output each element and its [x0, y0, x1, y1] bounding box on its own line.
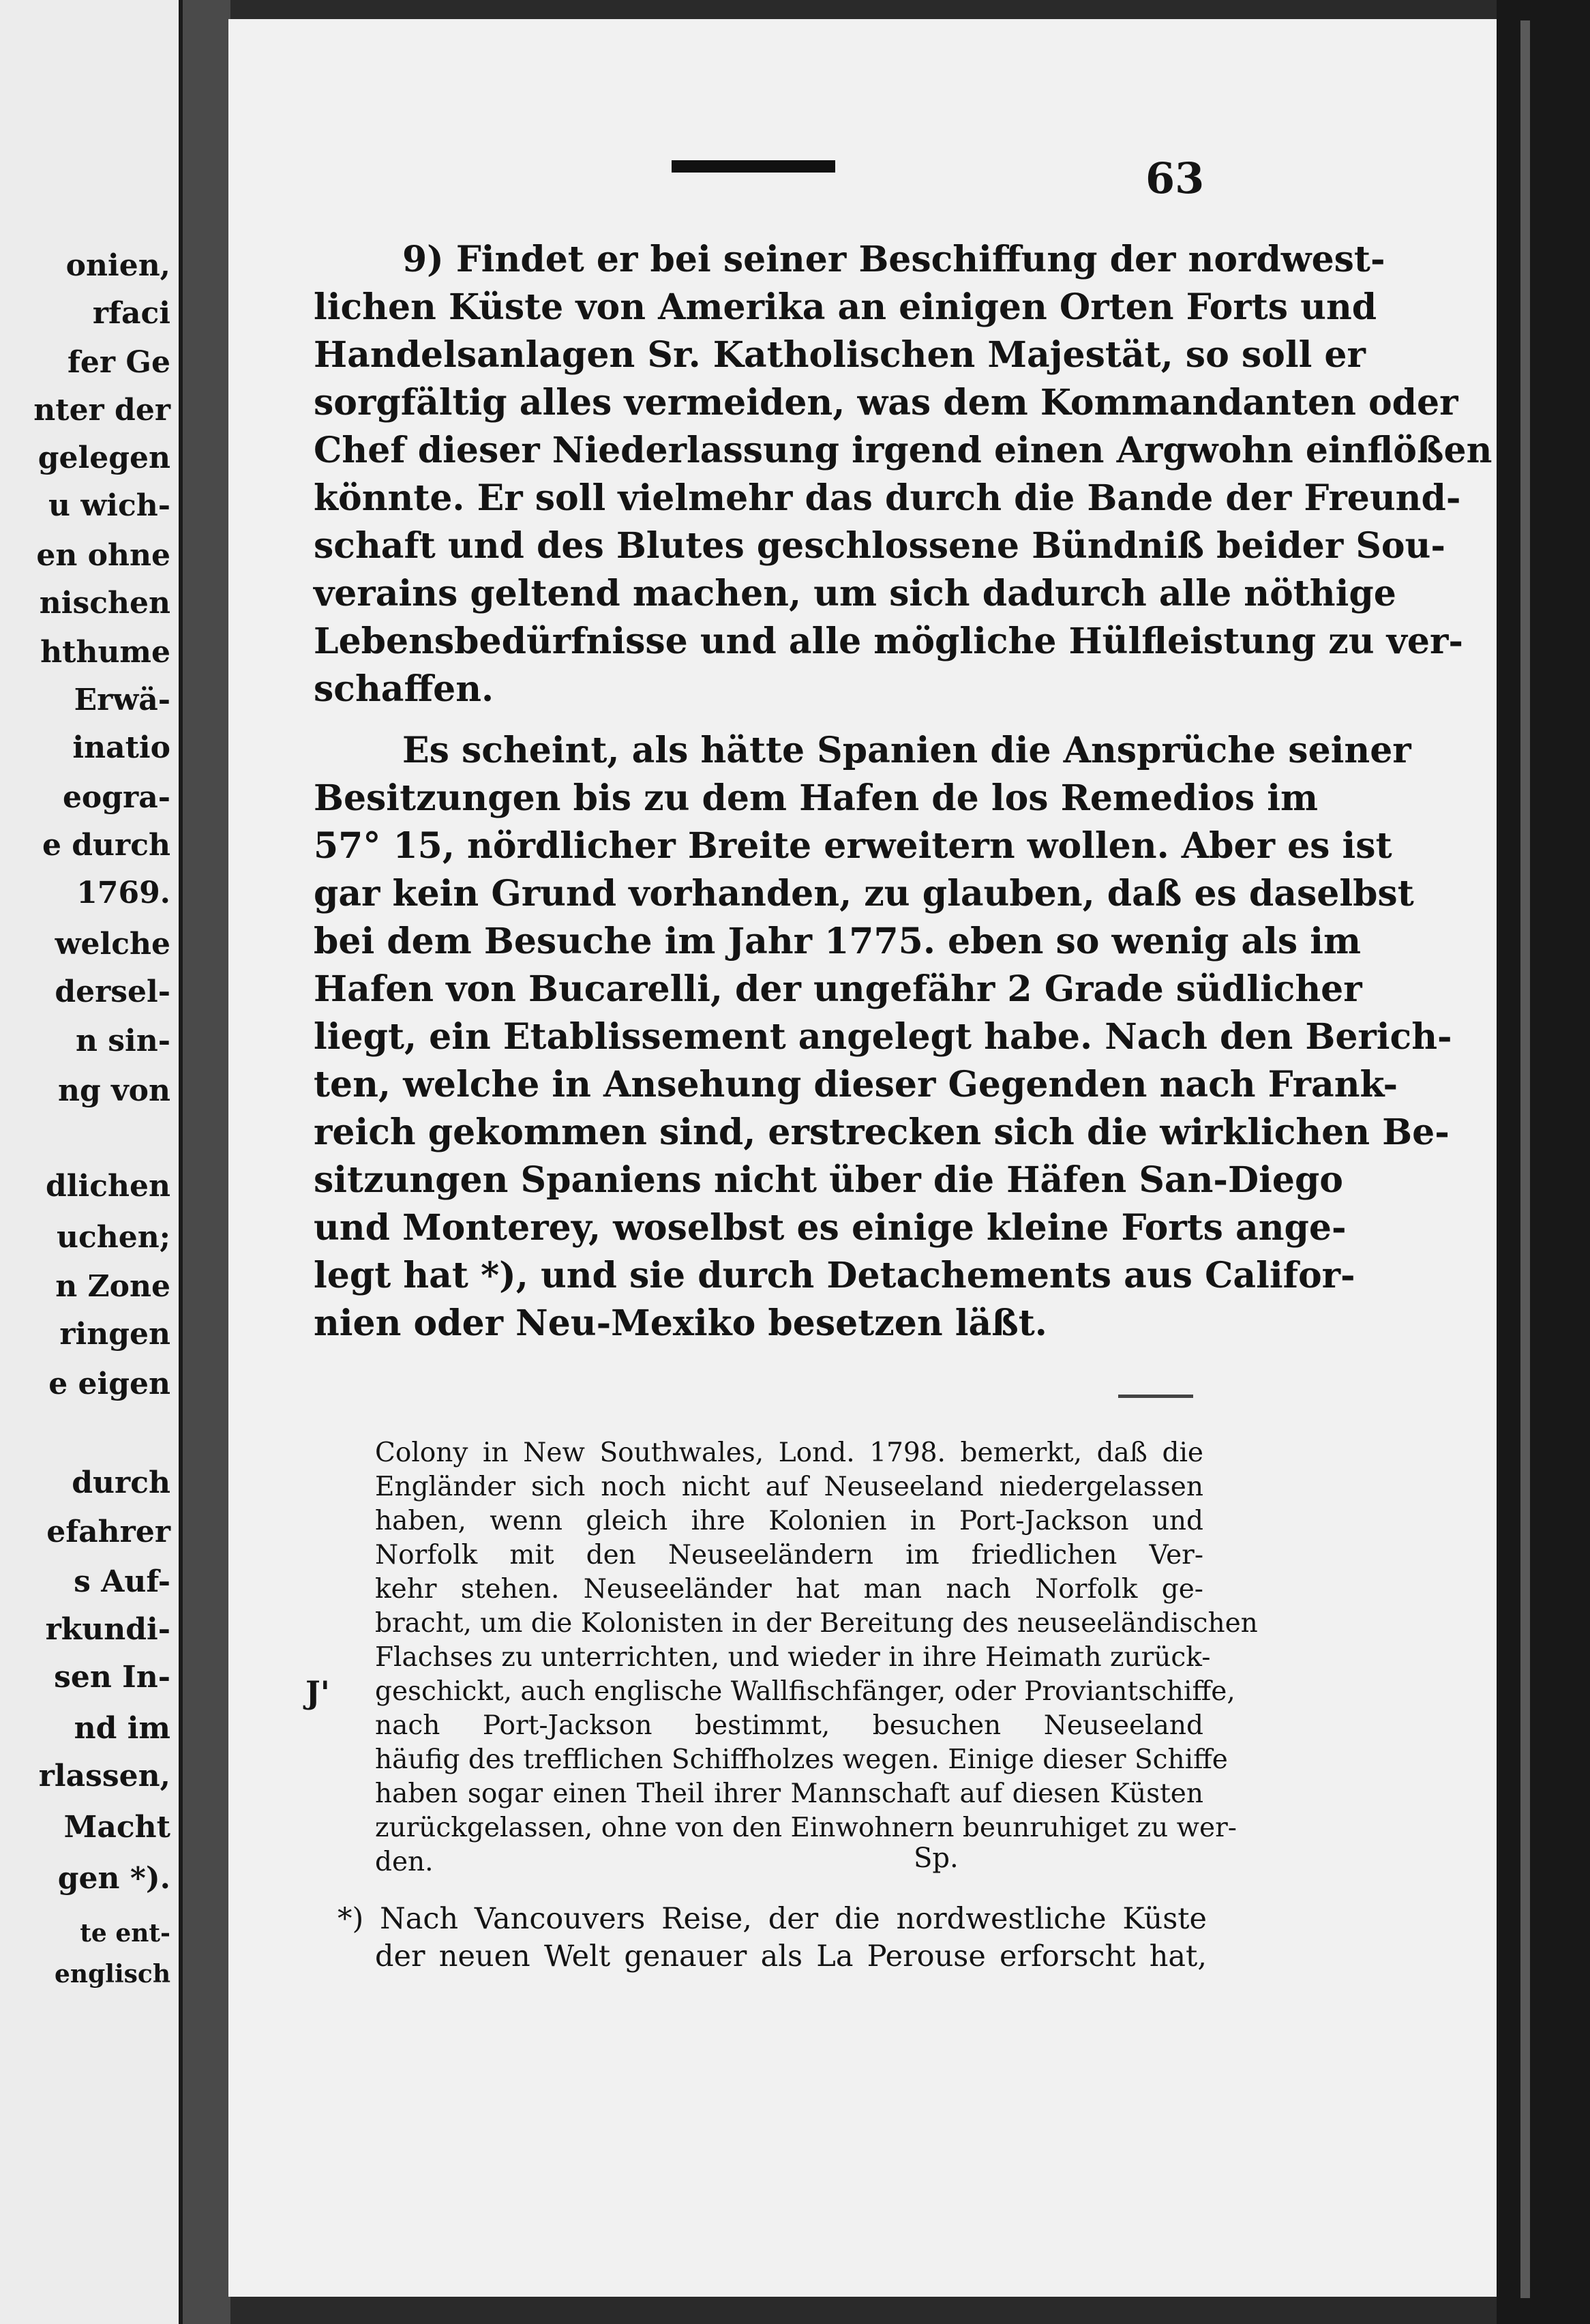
left-page-fragment: 1769.: [76, 876, 170, 910]
left-page-fragment: dersel-: [55, 974, 170, 1009]
footnote-line: Engländer sich noch nicht auf Neuseeland niedergelassen: [375, 1472, 1203, 1502]
left-page-fragment: rfaci: [92, 296, 170, 331]
body-line: bei dem Besuche im Jahr 1775. eben so wenig als im: [314, 921, 1362, 962]
body-line: sitzungen Spaniens nicht über die Häfen San-Diego: [314, 1159, 1343, 1201]
left-page-fragment: e eigen: [48, 1367, 170, 1401]
left-page-fragment: n Zone: [55, 1269, 170, 1304]
margin-mark: J': [305, 1674, 330, 1711]
left-page-fragment: efahrer: [46, 1515, 170, 1549]
footnote-line: den.: [375, 1847, 434, 1877]
footnote-line: bracht, um die Kolonisten in der Bereitung des neuseeländischen: [375, 1608, 1258, 1639]
left-page-fragment: Erwä-: [74, 683, 170, 717]
body-line: schaffen.: [314, 668, 494, 710]
footnote-line: haben sogar einen Theil ihrer Mannschaft auf diesen Küsten: [375, 1778, 1203, 1809]
left-page-fragment: onien,: [65, 248, 170, 283]
left-page-fragment: ng von: [58, 1073, 170, 1108]
left-page-fragment: fer Ge: [68, 345, 170, 380]
left-page-fragment: n sin-: [75, 1024, 170, 1058]
page-gutter: [183, 0, 230, 2324]
left-page-fragment: nter der: [33, 393, 170, 428]
body-line: Besitzungen bis zu dem Hafen de los Remedios im: [314, 777, 1318, 819]
footnote-signature: Sp.: [914, 1843, 959, 1874]
body-line: könnte. Er soll vielmehr das durch die Bande der Freund-: [314, 477, 1461, 519]
body-line: liegt, ein Etablissement angelegt habe. Nach den Berich-: [314, 1016, 1452, 1058]
left-page-fragment: rlassen,: [38, 1759, 170, 1793]
body-line: und Monterey, woselbst es einige kleine Forts ange-: [314, 1207, 1347, 1249]
body-line: Es scheint, als hätte Spanien die Ansprüche seiner: [402, 730, 1411, 771]
body-line: lichen Küste von Amerika an einigen Orten Forts und: [314, 286, 1377, 328]
left-page-fragment: hthume: [40, 635, 170, 670]
footnote-line: Flachses zu unterrichten, und wieder in ihre Heimath zurück-: [375, 1642, 1211, 1673]
left-page-fragment: durch: [72, 1465, 170, 1500]
left-page-fragment: gelegen: [38, 441, 170, 475]
footnote-line: geschickt, auch englische Wallfischfänger, oder Proviantschiffe,: [375, 1676, 1235, 1707]
book-edge-page-stack: [1520, 20, 1530, 2298]
footnote2-line: *) Nach Vancouvers Reise, der die nordwestliche Küste: [338, 1902, 1207, 1936]
body-line: legt hat *), und sie durch Detachements aus Califor-: [314, 1255, 1355, 1296]
left-page-fragment: rkundi-: [45, 1612, 170, 1647]
footnote-line: zurückgelassen, ohne von den Einwohnern beunruhiget zu wer-: [375, 1813, 1237, 1843]
left-page-fragment: dlichen: [46, 1169, 170, 1204]
left-page-fragment: Macht: [63, 1810, 170, 1845]
left-page-fragment: sen In-: [54, 1660, 170, 1695]
body-line: nien oder Neu-Mexiko besetzen läßt.: [314, 1302, 1047, 1344]
page-number: 63: [1145, 153, 1205, 203]
footnote-line: Colony in New Southwales, Lond. 1798. bemerkt, daß die: [375, 1437, 1203, 1468]
left-page-fragment: inatio: [72, 730, 170, 765]
footnote-line: kehr stehen. Neuseeländer hat man nach Norfolk ge-: [375, 1574, 1203, 1605]
left-page-fragment: welche: [55, 927, 170, 962]
body-line: gar kein Grund vorhanden, zu glauben, daß es daselbst: [314, 873, 1414, 914]
body-line: schaft und des Blutes geschlossene Bündniß beider Sou-: [314, 525, 1445, 567]
body-line: Handelsanlagen Sr. Katholischen Majestät, so soll er: [314, 334, 1366, 376]
left-page: [0, 0, 183, 2324]
footnote-line: häufig des trefflichen Schiffholzes wegen. Einige dieser Schiffe: [375, 1744, 1228, 1775]
body-line: 57° 15, nördlicher Breite erweitern wollen. Aber es ist: [314, 825, 1392, 867]
left-page-fragment: ringen: [59, 1317, 170, 1352]
body-line: Hafen von Bucarelli, der ungefähr 2 Grade südlicher: [314, 968, 1362, 1010]
body-line: Lebensbedürfnisse und alle mögliche Hülfleistung zu ver-: [314, 621, 1463, 662]
left-page-fragment: nd im: [74, 1711, 170, 1746]
footnote-line: Norfolk mit den Neuseeländern im friedlichen Ver-: [375, 1540, 1203, 1570]
book-edge: [1497, 0, 1590, 2324]
body-line: Chef dieser Niederlassung irgend einen Argwohn einflößen: [314, 430, 1492, 471]
left-page-fragment: s Auf-: [74, 1564, 170, 1599]
left-page-fragment: nischen: [39, 586, 170, 621]
footnote-line: nach Port-Jackson bestimmt, besuchen Neuseeland: [375, 1710, 1203, 1741]
body-line: 9) Findet er bei seiner Beschiffung der nordwest-: [402, 239, 1385, 280]
body-line: reich gekommen sind, erstrecken sich die wirklichen Be-: [314, 1112, 1450, 1153]
left-page-fragment: en ohne: [36, 538, 170, 573]
footnote-rule: [1118, 1395, 1193, 1398]
left-page-fragment: englisch: [55, 1960, 170, 1988]
left-page-fragment: gen *).: [57, 1861, 170, 1896]
footnote-line: haben, wenn gleich ihre Kolonien in Port-Jackson und: [375, 1506, 1203, 1536]
left-page-fragment: te ent-: [80, 1919, 170, 1948]
body-line: sorgfältig alles vermeiden, was dem Kommandanten oder: [314, 382, 1458, 423]
left-page-fragment: e durch: [42, 828, 170, 863]
footnote2-line: der neuen Welt genauer als La Perouse erforscht hat,: [375, 1939, 1207, 1973]
body-line: ten, welche in Ansehung dieser Gegenden nach Frank-: [314, 1064, 1398, 1105]
left-page-fragment: u wich-: [48, 488, 170, 523]
left-page-fragment: eogra-: [62, 780, 170, 815]
header-ornament-rule: [672, 160, 835, 173]
body-line: verains geltend machen, um sich dadurch alle nöthige: [314, 573, 1396, 614]
left-page-fragment: uchen;: [57, 1220, 170, 1255]
